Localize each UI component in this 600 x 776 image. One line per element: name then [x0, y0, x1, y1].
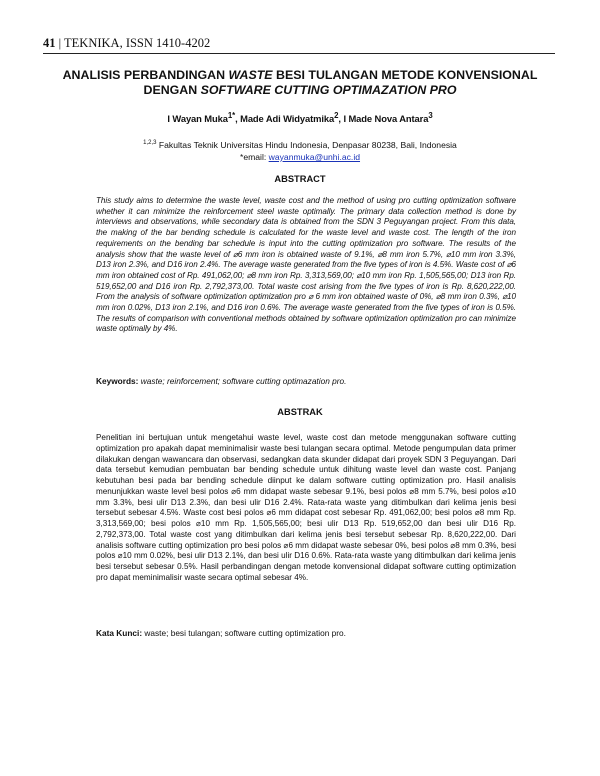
- author-affiliation-mark: 1*: [227, 111, 236, 120]
- keywords-label: Keywords:: [96, 376, 139, 386]
- author-name: Made Adi Widyatmika: [240, 113, 335, 125]
- author-separator: ,: [338, 113, 341, 125]
- author-name: I Wayan Muka: [167, 113, 228, 125]
- keywords-line: [96, 376, 516, 386]
- email-line: [60, 151, 540, 163]
- abstrak-id-text: Penelitian ini bertujuan untuk mengetahui waste level, waste cost dan metode menggunakan software cutting optimization pro apakah dapat meminimalisir waste besi tulangan secara optimal. Metode pengumpulan data primer dilakukan dengan wawancara dan observasi, sedangkan data skunder didapat dari proyek SDN 3 Peguyangan. Dari data tersebut kemudian pembuatan bar bending schedule untuk dihitung waste level dan waste cost. Panjang kebutuhan besi pada bar bending schedule diinput ke dalam software cutting optimization pro. Hasil analisis menunjukkan waste level besi polos ⌀6 mm didapat waste sebesar 9.1%, besi polos ⌀8 mm 5.7%, besi polos ⌀10 mm 3.3%, besi ulir D13 2.3%, dan besi ulir D16 2.4%. Rata-rata waste yang ditimbulkan dari kelima jenis besi tersebut sebesar 4.5%. Waste cost besi polos ⌀6 mm didapat cost sebesar Rp. 491,062,00; besi polos ⌀8 mm Rp. 3,313,569,00; besi polos ⌀10 mm Rp. 1,505,565,00; besi ulir D13 Rp. 519,652,00 dan besi ulir D16 Rp. 2,792,373,00. Total waste cost yang ditimbulkan dari kelima jenis besi tersebut sebesar Rp. 8,620,222,00. Dari analisis software cutting optimization pro besi polos ⌀6 mm didapat waste sebesar 0%, besi polos ⌀8 mm 0.3%, besi polos ⌀10 mm 0.02%, besi ulir D13 2.1%, dan besi ulir D16 0.6%. Rata-rata waste yang ditimbulkan dari kelima jenis besi tersebut sebesar 0.5%. Hasil perbandingan dengan metode konvensional didapat software cutting optimization pro dapat meminimalisir waste secara optimal sebesar 4%.: [96, 433, 516, 582]
- header-divider: [43, 53, 555, 54]
- author-name: I Made Nova Antara: [343, 113, 429, 125]
- author-list: [60, 111, 540, 124]
- page-number: 41: [43, 36, 56, 50]
- paper-title: [60, 68, 540, 98]
- abstract-heading: ABSTRACT: [274, 174, 326, 184]
- author-affiliation-mark: 3: [428, 111, 433, 120]
- email-link[interactable]: wayanmuka@unhi.ac.id: [268, 151, 361, 162]
- affiliation-mark: 1,2,3: [143, 140, 157, 146]
- kata-kunci-line: [96, 628, 516, 638]
- email-label: *email:: [239, 151, 267, 162]
- abstrak-heading: ABSTRAK: [277, 407, 323, 417]
- affiliation-text: Fakultas Teknik Universitas Hindu Indonesia, Denpasar 80238, Bali, Indonesia: [158, 139, 457, 150]
- keywords-text: waste; reinforcement; software cutting optimazation pro.: [140, 376, 347, 386]
- title-text: ANALISIS PERBANDINGAN: [62, 68, 226, 82]
- title-text: BESI TULANGAN METODE KONVENSIONAL: [276, 68, 538, 82]
- author-affiliation-mark: 2: [334, 111, 339, 120]
- affiliation-line: [60, 137, 540, 151]
- running-header: [43, 36, 210, 51]
- abstract-en-text: This study aims to determine the waste level, waste cost and the method of using pro cutting optimization software whether it can minimize the reinforcement steel waste optimally. The primary data collection method is done by interviews and observations, while secondary data is obtained from the SDN 3 Peguyangan project. From this data, the making of the bar bending schedule is calculated for the waste level and waste cost. The length of the iron requirements on the bending bar schedule is input into the cutting optimization pro software. The results of the analysis show that the waste level of ⌀6 mm iron is obtained waste of 9.1%, ⌀8 mm iron 5.7%, ⌀10 mm iron 3.3%, D13 iron 2.3%, and D16 iron 2.4%. The average waste generated from the five types of iron is 4.5%. Waste cost of ⌀6 mm iron obtained cost of Rp. 491,062,00; ⌀8 mm iron Rp. 3,313,569,00; ⌀10 mm iron Rp. 1,505,565,00; D13 iron Rp. 519,652,00 and D16 iron Rp. 2,792,373,00. Total waste cost arising from the five types of iron is Rp. 8,620,222,00. From the analysis of software optimization optimization pro ⌀ 6 mm iron obtained waste of 0%, ⌀8 mm iron 0.3%, ⌀10 mm iron 0.02%, D13 iron 2.1%, and D16 iron 0.6%. The average waste generated from the five types of iron is 0.5%. The results of comparison with conventional methods obtained by software optimization optimization pro can minimize waste optimally by 4%.: [96, 196, 516, 334]
- kata-kunci-label: Kata Kunci:: [96, 628, 143, 638]
- affiliation-block: [60, 137, 540, 163]
- title-text: DENGAN: [143, 83, 198, 97]
- title-text-italic: SOFTWARE CUTTING OPTIMAZATION PRO: [200, 83, 457, 97]
- journal-name: | TEKNIKA, ISSN 1410-4202: [58, 36, 211, 50]
- title-text-italic: WASTE: [228, 68, 273, 82]
- kata-kunci-text: waste; besi tulangan; software cutting optimization pro.: [144, 628, 346, 638]
- author-separator: ,: [235, 113, 238, 125]
